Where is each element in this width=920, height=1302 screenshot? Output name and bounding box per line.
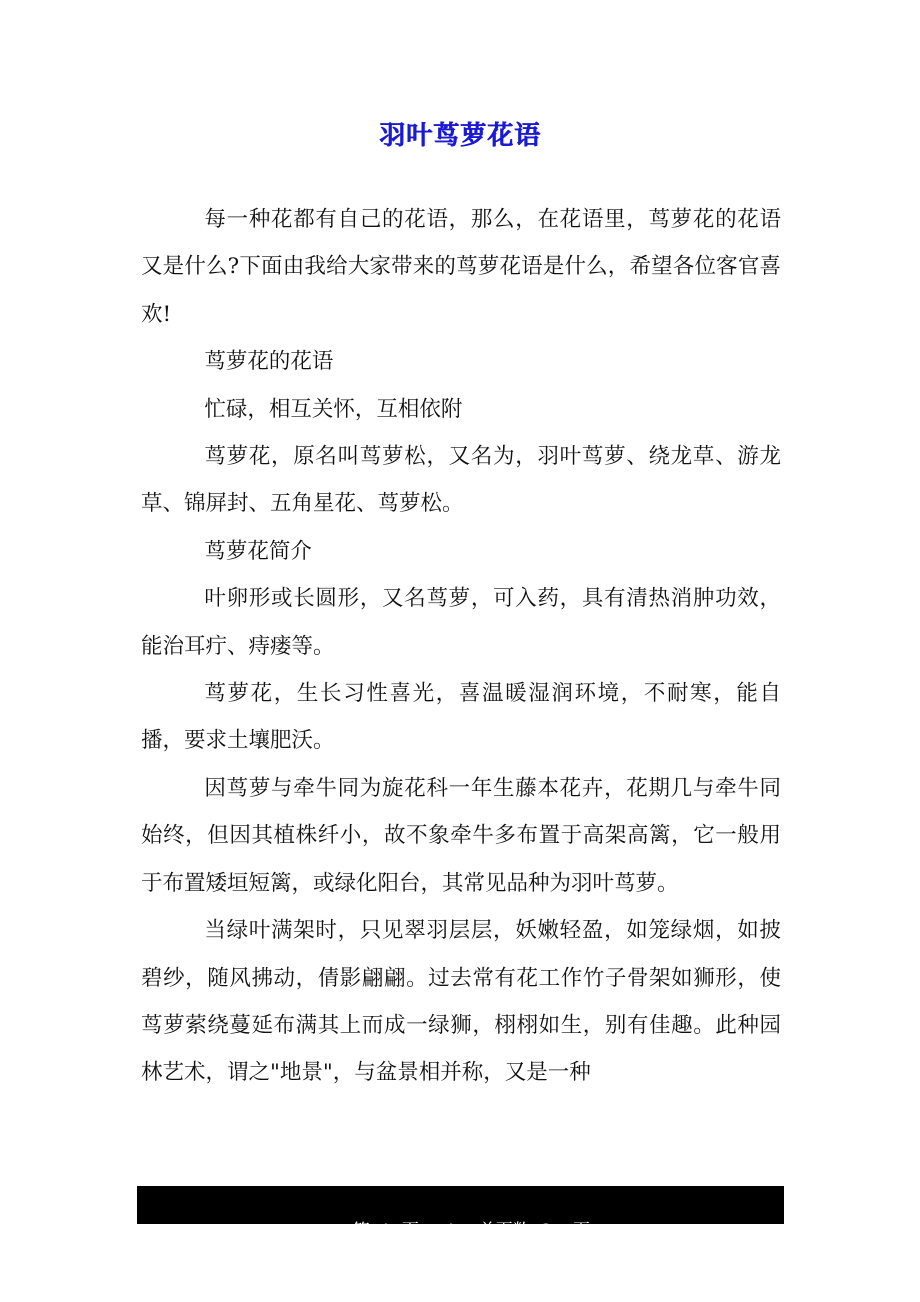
document-title: 羽叶茑萝花语: [378, 121, 541, 151]
paragraph-comparison: 因茑萝与牵牛同为旋花科一年生藤本花卉，花期几与牵牛同始终，但因其植株纤小，故不象牵牛多布置于高架高篱，它一般用 于布置矮垣短篱，或绿化阳台，其常见品种为羽叶茑萝。: [141, 775, 803, 896]
paragraph-habit: 茑萝花，生长习性喜光，喜温暖湿润环境，不耐寒，能自播，要求土壤肥沃。: [141, 681, 781, 754]
paragraph-scenery: 当绿叶满架时，只见翠羽层层，妖嫩轻盈，如笼绿烟，如披碧纱，随风拂动，倩影翩翩。过去常有花工作竹子骨架如狮形，使茑萝萦绕蔓延布满其上而成一绿狮，栩栩如生，别有佳趣。此种园林艺术，谓之"地景"，与盆景相并称，又是一种: [141, 918, 781, 1086]
paragraph-intro: 每一种花都有自己的花语，那么，在花语里，茑萝花的花语又是什么?下面由我给大家带来的茑萝花语是什么，希望各位客官喜欢!: [141, 207, 781, 327]
paragraph-flower-language: 忙碌，相互关怀，互相依附: [204, 396, 463, 422]
heading-flower-language: 茑萝花的花语: [204, 349, 334, 375]
page-number-text: 第 1 页 / 总页数 3 页: [352, 1221, 591, 1241]
paragraph-names: 茑萝花，原名叫茑萝松，又名为，羽叶茑萝、绕龙草、游龙草、锦屏封、五角星花、茑萝松。: [141, 444, 781, 517]
page-footer: [137, 1186, 784, 1241]
paragraph-leaf: 叶卵形或长圆形，又名茑萝，可入药，具有清热消肿功效，能治耳疔、痔瘘等。: [141, 586, 781, 659]
heading-introduction: 茑萝花简介: [204, 538, 312, 564]
document-body: [141, 196, 803, 1097]
